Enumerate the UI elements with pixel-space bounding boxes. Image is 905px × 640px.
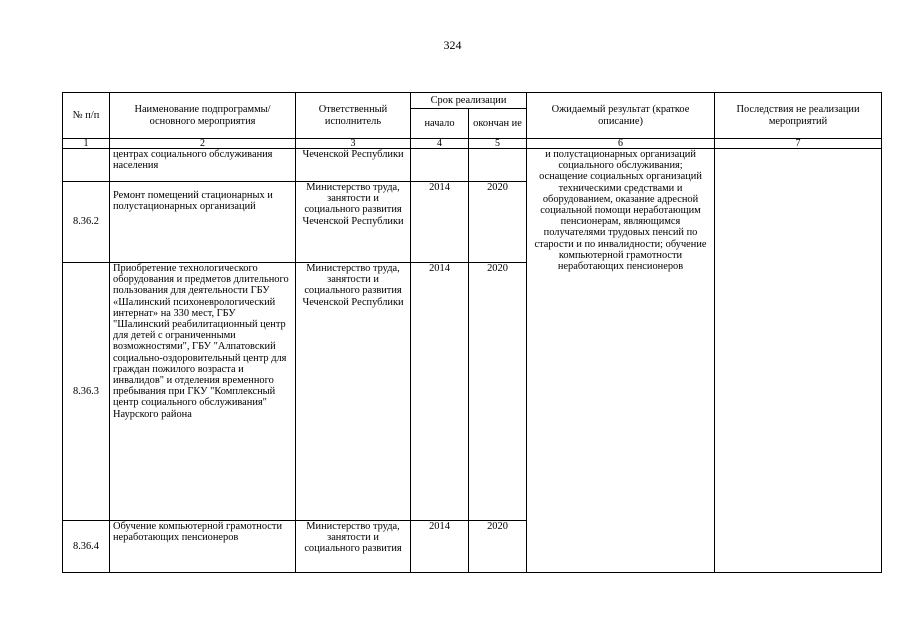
header-end: окончан ие	[469, 109, 527, 139]
row-end	[469, 149, 527, 182]
header-consequences: Последствия не реализации мероприятий	[715, 93, 882, 139]
row-number: 8.36.2	[63, 182, 110, 263]
header-start: начало	[411, 109, 469, 139]
row-end: 2020	[469, 521, 527, 573]
row-name: Обучение компьютерной грамотности неработающих пенсионеров	[110, 521, 296, 573]
column-number: 2	[110, 139, 296, 149]
row-start: 2014	[411, 182, 469, 263]
row-name: Ремонт помещений стационарных и полустационарных организаций	[110, 182, 296, 263]
column-number: 1	[63, 139, 110, 149]
row-number: 8.36.4	[63, 521, 110, 573]
row-responsible: Чеченской Республики	[296, 149, 411, 182]
header-num: № п/п	[63, 93, 110, 139]
column-number: 7	[715, 139, 882, 149]
row-name: Приобретение технологического оборудования и предметов длительного пользования для деятельности ГБУ «Шалинский психоневрологический интернат» на 330 мест, ГБУ "Шалинский реабилитационный центр для детей с ограниченными возможностями", ГБУ "Алпатовский социально-оздоровительный центр для граждан пожилого возраста и инвалидов" и отделения временного пребывания при ГКУ "Комплексный центр социального обслуживания" Наурского района	[110, 263, 296, 521]
row-responsible: Министерство труда, занятости и социального развития	[296, 521, 411, 573]
row-start: 2014	[411, 263, 469, 521]
column-number: 5	[469, 139, 527, 149]
row-name: центрах социального обслуживания населения	[110, 149, 296, 182]
row-end: 2020	[469, 263, 527, 521]
row-number	[63, 149, 110, 182]
header-responsible: Ответственный исполнитель	[296, 93, 411, 139]
consequences-cell	[715, 149, 882, 573]
header-name: Наименование подпрограммы/ основного мероприятия	[110, 93, 296, 139]
row-responsible: Министерство труда, занятости и социального развития Чеченской Республики	[296, 182, 411, 263]
header-result: Ожидаемый результат (краткое описание)	[527, 93, 715, 139]
result-cell: и полустационарных организаций социального обслуживания; оснащение социальных организаций техническими средствами и оборудованием, оказание адресной социальной помощи неработающим пенсионерам, являющимся получателями трудовых пенсий по старости и по инвалидности; обучение компьютерной грамотности неработающих пенсионеров	[527, 149, 715, 573]
row-responsible: Министерство труда, занятости и социального развития Чеченской Республики	[296, 263, 411, 521]
column-number: 3	[296, 139, 411, 149]
page-number: 324	[443, 38, 462, 52]
column-number: 6	[527, 139, 715, 149]
row-end: 2020	[469, 182, 527, 263]
row-number: 8.36.3	[63, 263, 110, 521]
row-start: 2014	[411, 521, 469, 573]
header-period: Срок реализации	[411, 93, 527, 109]
program-table	[62, 92, 882, 573]
column-number: 4	[411, 139, 469, 149]
table-row	[63, 149, 882, 182]
row-start	[411, 149, 469, 182]
